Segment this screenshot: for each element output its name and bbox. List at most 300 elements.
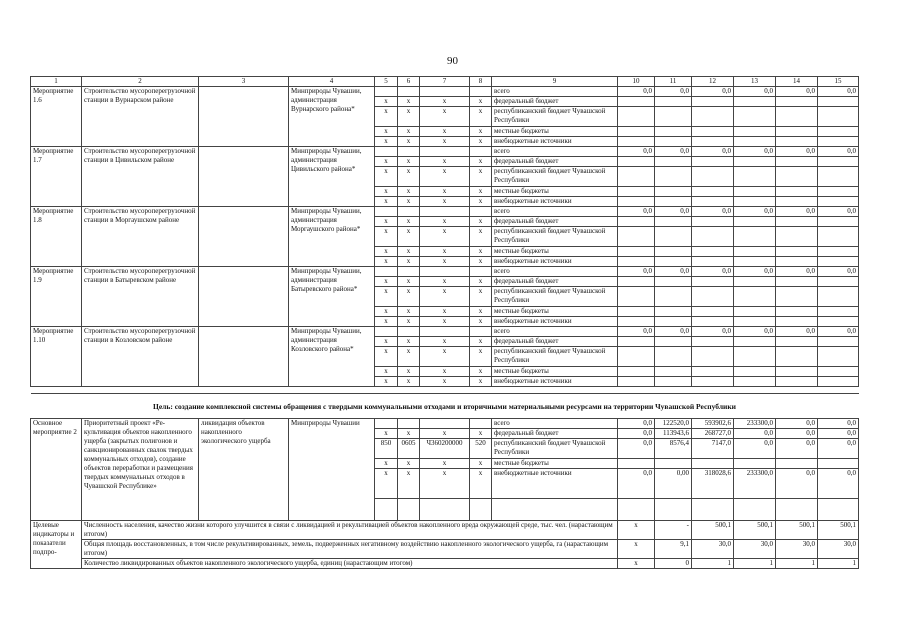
- source-label: всего: [492, 267, 618, 277]
- value-cell: [618, 459, 655, 469]
- column-header: 14: [776, 77, 818, 87]
- empty-cell: [818, 499, 859, 521]
- code-cell: х: [398, 197, 420, 207]
- value-cell: [734, 197, 776, 207]
- value-cell: 0,0: [618, 429, 655, 439]
- value-cell: [776, 287, 818, 307]
- value-cell: [655, 157, 692, 167]
- value-cell: [618, 187, 655, 197]
- main-event-goal: ликвидация объектов накопленного экологического ущерба: [199, 419, 289, 521]
- value-cell: 0,0: [818, 469, 859, 499]
- main-event-row: [31, 419, 859, 429]
- value-cell: 0,0: [692, 87, 734, 97]
- code-cell: х: [398, 107, 420, 127]
- value-cell: 0,0: [618, 469, 655, 499]
- target-description: Общая площадь восстановленных, в том числе рекультивированных, земель, подверженных негативному воздействию накопленного экологического ущерба, га (нарастающим итогом): [82, 540, 618, 559]
- code-cell: х: [398, 247, 420, 257]
- value-cell: 0,0: [655, 147, 692, 157]
- code-cell: х: [420, 167, 470, 187]
- code-cell: 520: [470, 439, 492, 459]
- code-cell: х: [470, 307, 492, 317]
- code-cell: х: [470, 217, 492, 227]
- value-cell: [692, 257, 734, 267]
- value-cell: [692, 459, 734, 469]
- value-cell: 233300,0: [734, 469, 776, 499]
- target-value: 1: [734, 559, 776, 569]
- code-cell: х: [420, 227, 470, 247]
- value-cell: [734, 97, 776, 107]
- column-header: 9: [492, 77, 618, 87]
- value-cell: 0,0: [818, 327, 859, 337]
- value-cell: 0,0: [776, 429, 818, 439]
- code-cell: [470, 147, 492, 157]
- code-cell: х: [398, 257, 420, 267]
- code-cell: х: [420, 377, 470, 387]
- value-cell: [776, 97, 818, 107]
- code-cell: х: [375, 127, 398, 137]
- target-row: [31, 540, 859, 559]
- code-cell: [398, 207, 420, 217]
- target-value: х: [618, 521, 655, 540]
- code-cell: [398, 147, 420, 157]
- value-cell: [618, 227, 655, 247]
- goal-title: Цель: создание комплексной системы обращения с твердыми коммунальными отходами и вторичными материальными ресурсами на территории Чувашской Республики: [31, 394, 859, 419]
- event-name: Строительство мусороперегрузочной станции в Батыревском районе: [82, 267, 199, 327]
- value-cell: [692, 337, 734, 347]
- code-cell: х: [420, 97, 470, 107]
- target-value: 30,0: [776, 540, 818, 559]
- value-cell: [692, 317, 734, 327]
- code-cell: х: [420, 337, 470, 347]
- event-row: [31, 327, 859, 337]
- value-cell: [618, 377, 655, 387]
- value-cell: [776, 137, 818, 147]
- code-cell: х: [398, 459, 420, 469]
- source-label: федеральный бюджет: [492, 337, 618, 347]
- value-cell: [818, 367, 859, 377]
- source-label: республиканский бюджет Чувашской Республики: [492, 107, 618, 127]
- target-row: [31, 521, 859, 540]
- source-label: республиканский бюджет Чувашской Республики: [492, 227, 618, 247]
- event-id: Мероприятие 1.8: [31, 207, 82, 267]
- targets-label: Целевые индикаторы и показатели подпро-: [31, 521, 82, 569]
- value-cell: [734, 187, 776, 197]
- value-cell: [692, 197, 734, 207]
- value-cell: [776, 307, 818, 317]
- target-value: 1: [692, 559, 734, 569]
- code-cell: х: [420, 367, 470, 377]
- target-description: Численность населения, качество жизни которого улучшится в связи с ликвидацией и рекультивацией объектов накопленного вреда окружающей среде, тыс. чел. (нарастающим итогом): [82, 521, 618, 540]
- column-header: 3: [199, 77, 289, 87]
- value-cell: [618, 97, 655, 107]
- event-name: Строительство мусороперегрузочной станции в Моргаушском районе: [82, 207, 199, 267]
- code-cell: х: [420, 469, 470, 499]
- value-cell: [692, 277, 734, 287]
- value-cell: [655, 459, 692, 469]
- value-cell: [734, 337, 776, 347]
- event-executor: Минприроды Чувашии, администрация Моргаушского района*: [289, 207, 375, 267]
- value-cell: [692, 107, 734, 127]
- value-cell: [655, 197, 692, 207]
- code-cell: х: [420, 247, 470, 257]
- code-cell: х: [375, 187, 398, 197]
- event-row: [31, 147, 859, 157]
- code-cell: [375, 267, 398, 277]
- event-goal-cell: [199, 267, 289, 327]
- source-label: федеральный бюджет: [492, 217, 618, 227]
- code-cell: х: [420, 107, 470, 127]
- value-cell: [734, 157, 776, 167]
- value-cell: [692, 217, 734, 227]
- value-cell: [618, 257, 655, 267]
- value-cell: [818, 137, 859, 147]
- target-value: 9,1: [655, 540, 692, 559]
- value-cell: 0,0: [734, 429, 776, 439]
- value-cell: [655, 187, 692, 197]
- value-cell: [692, 307, 734, 317]
- code-cell: х: [375, 167, 398, 187]
- code-cell: х: [398, 469, 420, 499]
- value-cell: [734, 367, 776, 377]
- code-cell: х: [420, 187, 470, 197]
- value-cell: [818, 97, 859, 107]
- column-header: 8: [470, 77, 492, 87]
- value-cell: 0,0: [655, 87, 692, 97]
- main-event-id: Основное мероприятие 2: [31, 419, 82, 521]
- code-cell: х: [398, 317, 420, 327]
- empty-cell: [618, 499, 655, 521]
- code-cell: х: [398, 277, 420, 287]
- value-cell: [655, 307, 692, 317]
- code-cell: х: [470, 367, 492, 377]
- value-cell: 0,00: [655, 469, 692, 499]
- source-label: всего: [492, 207, 618, 217]
- code-cell: х: [420, 307, 470, 317]
- empty-cell: [470, 499, 492, 521]
- main-event-executor: Минприроды Чувашии: [289, 419, 375, 521]
- value-cell: [818, 247, 859, 257]
- code-cell: х: [375, 307, 398, 317]
- code-cell: х: [470, 127, 492, 137]
- value-cell: [776, 367, 818, 377]
- event-goal-cell: [199, 87, 289, 147]
- event-executor: Минприроды Чувашии, администрация Вурнарского района*: [289, 87, 375, 147]
- code-cell: х: [375, 97, 398, 107]
- code-cell: х: [398, 217, 420, 227]
- event-goal-cell: [199, 207, 289, 267]
- value-cell: 268727,0: [692, 429, 734, 439]
- code-cell: [420, 87, 470, 97]
- code-cell: [375, 419, 398, 429]
- code-cell: [375, 207, 398, 217]
- value-cell: [818, 257, 859, 267]
- event-id: Мероприятие 1.9: [31, 267, 82, 327]
- value-cell: [692, 157, 734, 167]
- value-cell: [692, 127, 734, 137]
- value-cell: 593902,6: [692, 419, 734, 429]
- value-cell: [734, 257, 776, 267]
- value-cell: [618, 317, 655, 327]
- value-cell: [655, 367, 692, 377]
- value-cell: 0,0: [692, 147, 734, 157]
- value-cell: 0,0: [776, 267, 818, 277]
- value-cell: 0,0: [818, 207, 859, 217]
- code-cell: х: [470, 257, 492, 267]
- event-row: [31, 207, 859, 217]
- value-cell: [655, 287, 692, 307]
- value-cell: [655, 227, 692, 247]
- code-cell: 850: [375, 439, 398, 459]
- value-cell: [818, 127, 859, 137]
- target-value: 500,1: [734, 521, 776, 540]
- code-cell: х: [420, 197, 470, 207]
- code-cell: х: [375, 247, 398, 257]
- source-label: местные бюджеты: [492, 459, 618, 469]
- value-cell: [618, 367, 655, 377]
- value-cell: [818, 307, 859, 317]
- code-cell: х: [398, 337, 420, 347]
- code-cell: [375, 327, 398, 337]
- value-cell: 0,0: [818, 429, 859, 439]
- value-cell: [692, 137, 734, 147]
- code-cell: х: [470, 137, 492, 147]
- code-cell: х: [470, 347, 492, 367]
- value-cell: [692, 187, 734, 197]
- value-cell: [692, 167, 734, 187]
- main-event-name: Приоритетный проект «Ре-культивация объектов накопленного ущерба (закрытых полигонов и санкционированных свалок твердых коммунальных отходов), создание объектов переработки и размещения твердых коммунальных отходов в Чувашской Республике»: [82, 419, 199, 521]
- source-label: республиканский бюджет Чувашской Республики: [492, 439, 618, 459]
- value-cell: [818, 377, 859, 387]
- value-cell: [618, 287, 655, 307]
- value-cell: [776, 247, 818, 257]
- code-cell: х: [470, 167, 492, 187]
- value-cell: [618, 347, 655, 367]
- value-cell: 0,0: [655, 327, 692, 337]
- value-cell: [692, 227, 734, 247]
- source-label: всего: [492, 327, 618, 337]
- code-cell: х: [375, 157, 398, 167]
- code-cell: х: [420, 287, 470, 307]
- value-cell: 122520,0: [655, 419, 692, 429]
- code-cell: [420, 419, 470, 429]
- empty-cell: [492, 499, 618, 521]
- value-cell: 0,0: [818, 267, 859, 277]
- source-label: всего: [492, 87, 618, 97]
- value-cell: [818, 277, 859, 287]
- value-cell: [618, 137, 655, 147]
- code-cell: [470, 87, 492, 97]
- event-goal-cell: [199, 147, 289, 207]
- empty-cell: [398, 499, 420, 521]
- value-cell: [734, 167, 776, 187]
- code-cell: х: [470, 287, 492, 307]
- code-cell: х: [375, 257, 398, 267]
- target-value: 0: [655, 559, 692, 569]
- target-value: 1: [776, 559, 818, 569]
- code-cell: х: [398, 377, 420, 387]
- value-cell: [734, 317, 776, 327]
- value-cell: 0,0: [734, 87, 776, 97]
- code-cell: х: [398, 137, 420, 147]
- empty-cell: [420, 499, 470, 521]
- code-cell: х: [470, 107, 492, 127]
- value-cell: [818, 287, 859, 307]
- value-cell: 113943,6: [655, 429, 692, 439]
- code-cell: [420, 207, 470, 217]
- column-header: 6: [398, 77, 420, 87]
- value-cell: 0,0: [692, 267, 734, 277]
- code-cell: х: [398, 347, 420, 367]
- code-cell: х: [398, 429, 420, 439]
- value-cell: 0,0: [734, 439, 776, 459]
- event-id: Мероприятие 1.7: [31, 147, 82, 207]
- value-cell: 0,0: [776, 419, 818, 429]
- code-cell: х: [470, 337, 492, 347]
- value-cell: [734, 107, 776, 127]
- empty-cell: [375, 499, 398, 521]
- code-cell: [375, 147, 398, 157]
- value-cell: 0,0: [734, 327, 776, 337]
- value-cell: 0,0: [655, 207, 692, 217]
- value-cell: 0,0: [776, 87, 818, 97]
- value-cell: [818, 157, 859, 167]
- code-cell: х: [420, 429, 470, 439]
- value-cell: [692, 97, 734, 107]
- value-cell: 0,0: [655, 267, 692, 277]
- source-label: республиканский бюджет Чувашской Республики: [492, 167, 618, 187]
- code-cell: [398, 267, 420, 277]
- value-cell: 0,0: [818, 87, 859, 97]
- value-cell: [655, 137, 692, 147]
- source-label: федеральный бюджет: [492, 157, 618, 167]
- column-header: 7: [420, 77, 470, 87]
- source-label: внебюджетные источники: [492, 257, 618, 267]
- value-cell: 0,0: [618, 439, 655, 459]
- target-value: 500,1: [776, 521, 818, 540]
- source-label: федеральный бюджет: [492, 429, 618, 439]
- target-value: 30,0: [734, 540, 776, 559]
- code-cell: х: [420, 127, 470, 137]
- value-cell: 0,0: [692, 207, 734, 217]
- target-value: 30,0: [818, 540, 859, 559]
- value-cell: [734, 137, 776, 147]
- code-cell: х: [470, 377, 492, 387]
- code-cell: [375, 87, 398, 97]
- code-cell: х: [398, 157, 420, 167]
- code-cell: х: [470, 97, 492, 107]
- value-cell: [734, 307, 776, 317]
- value-cell: [655, 377, 692, 387]
- value-cell: [618, 197, 655, 207]
- value-cell: [776, 337, 818, 347]
- code-cell: х: [470, 197, 492, 207]
- source-label: местные бюджеты: [492, 247, 618, 257]
- value-cell: [618, 127, 655, 137]
- code-cell: х: [375, 469, 398, 499]
- code-cell: х: [420, 277, 470, 287]
- value-cell: [692, 377, 734, 387]
- code-cell: [398, 419, 420, 429]
- value-cell: [776, 377, 818, 387]
- value-cell: [655, 217, 692, 227]
- code-cell: х: [470, 469, 492, 499]
- value-cell: 0,0: [734, 147, 776, 157]
- column-header: 11: [655, 77, 692, 87]
- value-cell: [655, 337, 692, 347]
- event-executor: Минприроды Чувашии, администрация Цивильского района*: [289, 147, 375, 207]
- value-cell: [692, 367, 734, 377]
- goal-row: [31, 394, 859, 419]
- value-cell: [776, 197, 818, 207]
- target-description: Количество ликвидированных объектов накопленного экологического ущерба, единиц (нарастающим итогом): [82, 559, 618, 569]
- event-executor: Минприроды Чувашии, администрация Батыревского района*: [289, 267, 375, 327]
- code-cell: х: [398, 97, 420, 107]
- value-cell: [734, 277, 776, 287]
- event-goal-cell: [199, 327, 289, 387]
- value-cell: [618, 337, 655, 347]
- header-row: [31, 77, 859, 87]
- code-cell: х: [420, 317, 470, 327]
- source-label: внебюджетные источники: [492, 197, 618, 207]
- value-cell: [655, 247, 692, 257]
- value-cell: [655, 277, 692, 287]
- source-label: федеральный бюджет: [492, 277, 618, 287]
- value-cell: 233300,0: [734, 419, 776, 429]
- code-cell: х: [398, 227, 420, 247]
- code-cell: х: [375, 459, 398, 469]
- empty-cell: [776, 499, 818, 521]
- target-value: -: [655, 521, 692, 540]
- value-cell: [818, 187, 859, 197]
- value-cell: [818, 197, 859, 207]
- value-cell: 0,0: [618, 147, 655, 157]
- value-cell: 8576,4: [655, 439, 692, 459]
- code-cell: х: [375, 197, 398, 207]
- empty-cell: [734, 499, 776, 521]
- code-cell: х: [398, 367, 420, 377]
- value-cell: 318028,6: [692, 469, 734, 499]
- event-id: Мероприятие 1.10: [31, 327, 82, 387]
- source-label: внебюджетные источники: [492, 317, 618, 327]
- code-cell: х: [420, 347, 470, 367]
- value-cell: 0,0: [618, 267, 655, 277]
- code-cell: х: [420, 217, 470, 227]
- code-cell: х: [375, 227, 398, 247]
- value-cell: [818, 107, 859, 127]
- code-cell: [470, 327, 492, 337]
- value-cell: [734, 247, 776, 257]
- source-label: всего: [492, 419, 618, 429]
- column-header: 4: [289, 77, 375, 87]
- value-cell: [776, 227, 818, 247]
- empty-cell: [655, 499, 692, 521]
- source-label: республиканский бюджет Чувашской Республики: [492, 347, 618, 367]
- code-cell: х: [375, 337, 398, 347]
- column-header: 12: [692, 77, 734, 87]
- event-name: Строительство мусороперегрузочной станции в Цивильском районе: [82, 147, 199, 207]
- code-cell: х: [375, 377, 398, 387]
- target-value: х: [618, 559, 655, 569]
- value-cell: [776, 277, 818, 287]
- target-value: 500,1: [818, 521, 859, 540]
- empty-cell: [692, 499, 734, 521]
- target-row: [31, 559, 859, 569]
- code-cell: х: [375, 367, 398, 377]
- value-cell: [776, 347, 818, 367]
- event-row: [31, 87, 859, 97]
- code-cell: х: [398, 127, 420, 137]
- value-cell: 0,0: [776, 147, 818, 157]
